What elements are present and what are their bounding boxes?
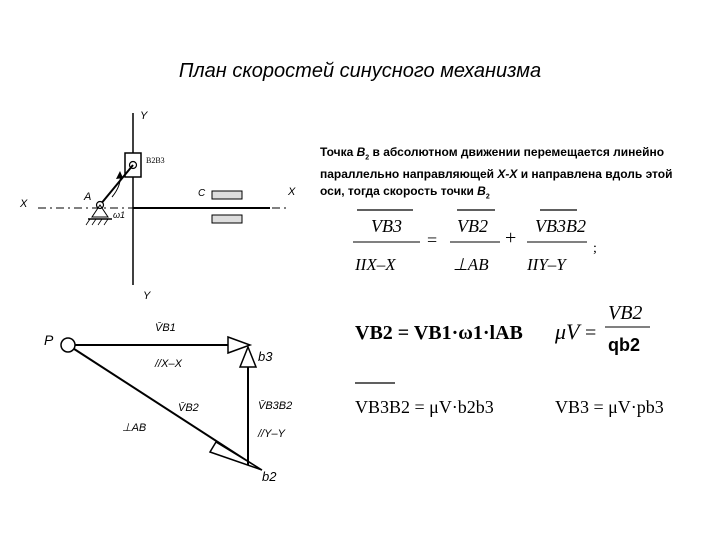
formula-vb2: VB2 = VB1·ω1·lAB bbox=[355, 322, 523, 344]
vector-equation bbox=[345, 200, 645, 285]
label-vb1: V̄B1 bbox=[155, 322, 176, 334]
label-x-right: X bbox=[288, 186, 296, 198]
eq-term2: VB2 bbox=[457, 216, 488, 236]
label-x-left: X bbox=[20, 198, 28, 210]
label-y-bottom: Y bbox=[143, 290, 151, 302]
guide-c-top bbox=[212, 191, 242, 199]
formula-den: qb2 bbox=[608, 335, 641, 355]
page-title: План скоростей синусного механизма bbox=[178, 60, 542, 82]
label-a: A bbox=[84, 191, 92, 203]
formula-num: VB2 bbox=[608, 302, 643, 324]
label-slider: B2B3 bbox=[146, 156, 165, 165]
guide-c-bottom bbox=[212, 215, 242, 223]
label-c: C bbox=[198, 188, 206, 199]
description-text: Точка $B_2$ в абсолютном движении перемещается линейно параллельно направляющей X-X и направлена вдоль этой оси, тогда скорость точки $B_2$ bbox=[320, 145, 673, 201]
label-b2: b2 bbox=[262, 469, 277, 484]
label-y-top: Y bbox=[140, 110, 148, 122]
mechanism-diagram bbox=[0, 95, 310, 305]
label-vb2: V̄B2 bbox=[178, 402, 199, 414]
label-vb3b2: V̄B3B2 bbox=[258, 400, 293, 412]
eq-term3-under: IIY–Y bbox=[527, 255, 566, 274]
pole-p bbox=[61, 338, 75, 352]
label-b3: b3 bbox=[258, 349, 273, 364]
label-pole: P bbox=[44, 332, 54, 348]
eq-sign: = bbox=[427, 230, 438, 250]
eq-end: ; bbox=[593, 241, 597, 256]
formula-row-3 bbox=[350, 375, 710, 435]
formula-row-2 bbox=[350, 295, 710, 365]
label-vb3b2-dir: //Y–Y bbox=[258, 428, 285, 440]
label-vb2-dir: ⊥AB bbox=[122, 422, 147, 434]
eq-term2-under: ⊥AB bbox=[453, 255, 489, 274]
formula-vb3b2: VB3B2 = μV·b2b3 bbox=[355, 397, 494, 417]
eq-term1-under: IIX–X bbox=[355, 255, 396, 274]
label-vb1-dir: //X–X bbox=[155, 358, 182, 370]
formula-eq2: = bbox=[585, 322, 597, 344]
eq-term1: VB3 bbox=[371, 216, 402, 236]
plus-sign: + bbox=[505, 227, 517, 249]
velocity-plan bbox=[30, 305, 320, 490]
formula-mu: μV bbox=[555, 319, 580, 344]
formula-vb3: VB3 = μV·pb3 bbox=[555, 397, 664, 417]
crank-link bbox=[100, 165, 133, 205]
label-omega: ω1 bbox=[113, 210, 126, 220]
eq-term3: VB3B2 bbox=[535, 216, 586, 236]
